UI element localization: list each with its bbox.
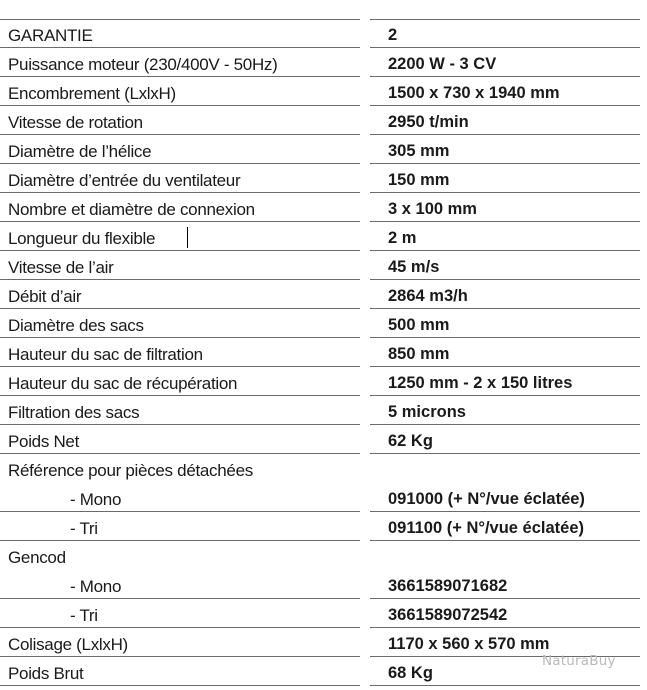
spec-value: 091000 (+ N°/vue éclatée) [370, 484, 640, 512]
spec-value: 68 Kg [370, 658, 640, 686]
spec-label: Puissance moteur (230/400V - 50Hz) [0, 49, 360, 77]
spec-row-encombrement [0, 78, 647, 107]
spec-row-gencod-tri [0, 600, 647, 629]
spec-value: 3661589072542 [370, 600, 640, 628]
spec-value: 2 m [370, 223, 640, 251]
spec-row-debit-air [0, 281, 647, 310]
spec-label: Débit d’air [0, 281, 360, 309]
spec-row-hauteur-recuperation [0, 368, 647, 397]
spec-value: 3 x 100 mm [370, 194, 640, 222]
spec-row-reference-tri [0, 513, 647, 542]
spec-value: 2200 W - 3 CV [370, 49, 640, 77]
spec-row-diametre-helice [0, 136, 647, 165]
spec-value: 500 mm [370, 310, 640, 338]
spec-row-puissance [0, 49, 647, 78]
watermark: NaturaBuy [542, 653, 616, 669]
spec-label: - Tri [0, 600, 360, 628]
spec-row-reference-header [0, 455, 647, 484]
spec-label: Hauteur du sac de récupération [0, 368, 360, 396]
spec-label: Diamètre d’entrée du ventilateur [0, 165, 360, 193]
spec-value: 305 mm [370, 136, 640, 164]
spec-label: Poids Brut [0, 658, 360, 686]
spec-label: GARANTIE [0, 20, 360, 48]
spec-value: 3661589071682 [370, 571, 640, 599]
spec-label: Référence pour pièces détachées [8, 461, 253, 480]
spec-value: 2950 t/min [370, 107, 640, 135]
spec-label: Diamètre de l’hélice [0, 136, 360, 164]
spec-value: 2 [370, 20, 640, 48]
spec-value: 1170 x 560 x 570 mm [370, 629, 640, 657]
spec-row-diametre-entree [0, 165, 647, 194]
spec-row-vitesse-rotation [0, 107, 647, 136]
spec-value: 5 microns [370, 397, 640, 425]
spec-label: Gencod [8, 548, 66, 567]
spec-label: Hauteur du sac de filtration [0, 339, 360, 367]
spec-row-gencod-mono [0, 571, 647, 600]
spec-row-filtration-sacs [0, 397, 647, 426]
spec-value: 1500 x 730 x 1940 mm [370, 78, 640, 106]
spec-value: 45 m/s [370, 252, 640, 280]
spec-label: Encombrement (LxlxH) [0, 78, 360, 106]
spec-label: - Mono [0, 484, 360, 512]
spec-value [370, 455, 640, 483]
spec-value: 2864 m3/h [370, 281, 640, 309]
spec-value: 1250 mm - 2 x 150 litres [370, 368, 640, 396]
spec-label: Diamètre des sacs [0, 310, 360, 338]
text-cursor [187, 227, 188, 248]
spec-row-vitesse-air [0, 252, 647, 281]
spec-value: 62 Kg [370, 426, 640, 454]
spec-label: Poids Net [0, 426, 360, 454]
spec-row-reference-mono [0, 484, 647, 513]
spec-label: Vitesse de rotation [0, 107, 360, 135]
spec-label: Longueur du flexible [0, 223, 360, 251]
spec-row-connexion [0, 194, 647, 223]
spec-label: Vitesse de l’air [0, 252, 360, 280]
spec-label: Nombre et diamètre de connexion [0, 194, 360, 222]
spec-value [370, 542, 640, 570]
spec-label: - Mono [0, 571, 360, 599]
spec-row-hauteur-filtration [0, 339, 647, 368]
spec-label: Colisage (LxlxH) [0, 629, 360, 657]
spec-row-longueur-flexible [0, 223, 647, 252]
spec-label: - Tri [0, 513, 360, 541]
spec-row-poids-net [0, 426, 647, 455]
spec-row-garantie [0, 20, 647, 49]
spec-value: 091100 (+ N°/vue éclatée) [370, 513, 640, 541]
spec-value: 850 mm [370, 339, 640, 367]
spec-label: Filtration des sacs [0, 397, 360, 425]
spec-value: 150 mm [370, 165, 640, 193]
spec-row-gencod-header [0, 542, 647, 571]
spec-row-diametre-sacs [0, 310, 647, 339]
